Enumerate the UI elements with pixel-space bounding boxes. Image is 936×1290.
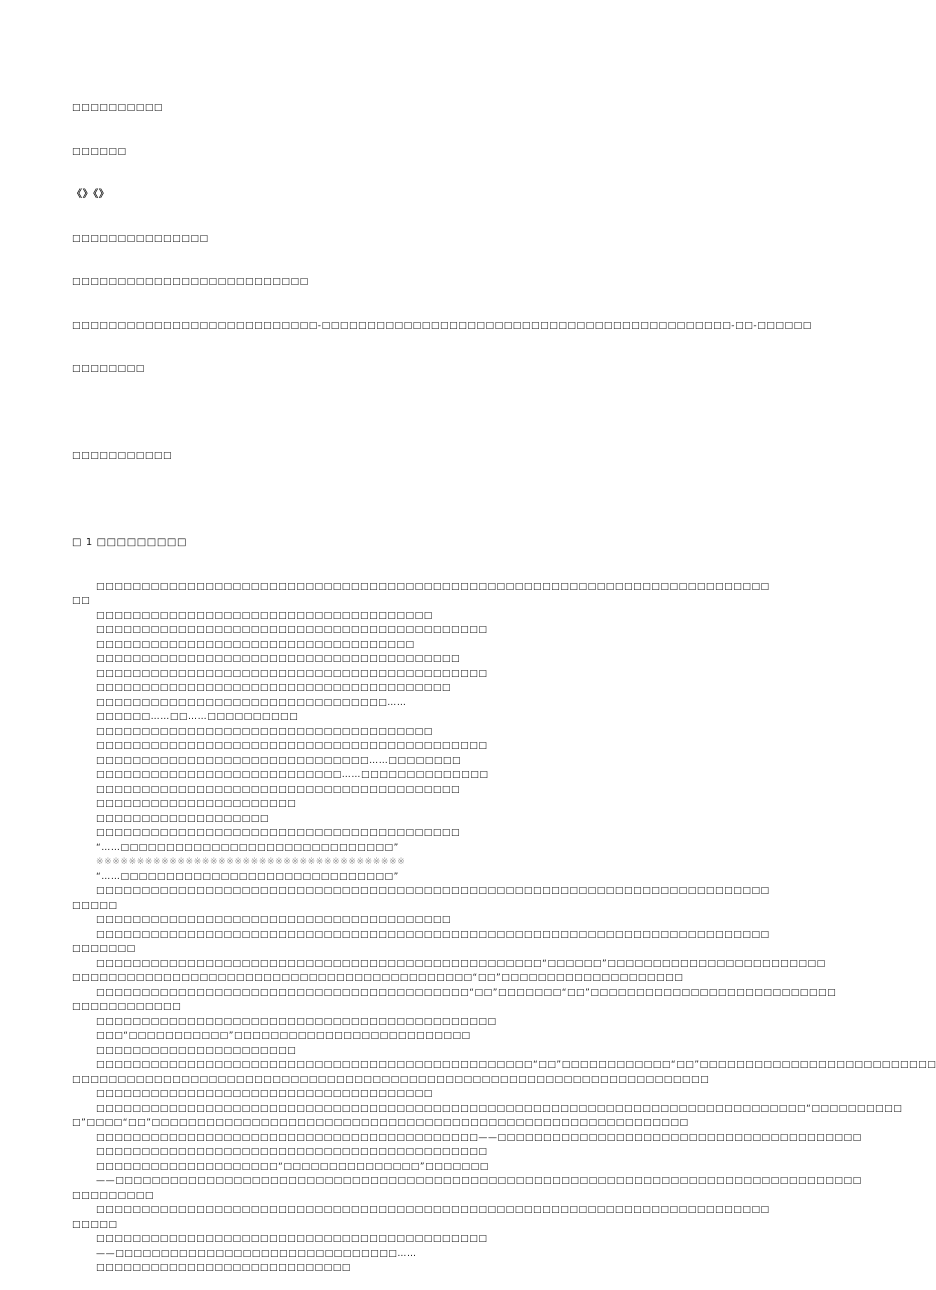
- body-line: □□□□□□□□□□□□□□□□□□□□□□: [96, 1045, 297, 1056]
- title-line-1: □□□□□□□□□□: [72, 103, 164, 113]
- body-line: □□□□□□□□□□□□□□□□□□□□□□□□□□□□□□□□□□□□□□□□□□□: [96, 625, 488, 635]
- spacer: [72, 406, 702, 421]
- body-line: □□□□□: [72, 1219, 118, 1230]
- body-line: □□□□□□□□□□□□□□□□□□□□□□□□□□□□□□□□……: [96, 697, 407, 708]
- body-line: □□□□□□□□□□□□□□□□□□□□□□□□□□□……□□□□□□□□□□□□□□: [96, 770, 489, 780]
- body-line: □□□□□□□□□□□□□□□□□□□□□□□□□□□□□□□□□□□□□□□□□□□□□□□□□□□□□□□□□□□□□□□□□□□□□□□□□□: [96, 929, 770, 940]
- body-line: □□□□□□□□□□□□□□□□□□□□□□□□□□□□□□□□□□□□□: [96, 1089, 433, 1099]
- body-line: □□□□□□□□□□□□□□□□□□□□□□□□□□□□□□……□□□□□□□□: [96, 755, 462, 766]
- body-line: □□□□□: [72, 900, 118, 911]
- body-line: □□□□□□□□□□□□□□□□□□□□□□□□□□□□□□□□□□□□□□□□□□□□□□□□□□□□□□□□□□□□□□□□□□□□□□□□□□: [96, 1205, 770, 1215]
- body-line: □□□□□□□□□□□□□□□□□□□□□□□□□□□□□□□□□□□□□□□□: [96, 784, 461, 795]
- body-line: □□□□□□□□□□□□□□□□□□□□□□□□□□□□□□□□□□□□□□□□: [96, 828, 461, 838]
- body-line: □□□□□□□□□□□□□□□□□□□□□□□□□□□□□□□□□□□□□□□□□□□□□□□□□□□□□□□□□□□□□□□□□□□□□□□□□□□□□□“□□□□□□□□□□: [96, 1103, 903, 1114]
- body-line: □□□□□□□□□□□□□□□□□□□□□□□□□□□□□□□□□□□: [96, 639, 415, 650]
- body-line: □□□□□□□□□□□□□□□□□□□□□□□□□□□□□□□□□□□□□□□□□□□□□□□□□□□□□□□□□□□□□□□□□□□□□□□□□□: [96, 886, 770, 896]
- body-line: □□□□□□□□□□□□□□□□□□□□□□□□□□□□□□□□□□□□□□□□□□——□□□□□□□□□□□□□□□□□□□□□□□□□□□□□□□□□□□□□□□□: [96, 1132, 862, 1143]
- spacer: [72, 493, 702, 508]
- body-line: □□□□□□□□□□□□□□□□□□□□“□□□□□□□□□□□□□□□”□□□□□□□: [96, 1161, 489, 1172]
- body-line: □□□“□□□□□□□□□□□”□□□□□□□□□□□□□□□□□□□□□□□□□□: [96, 1031, 471, 1041]
- title-line-5: □□□□□□□□□□□□□□□□□□□□□□□□□□: [72, 277, 309, 287]
- body-text: [72, 580, 936, 1276]
- body-line: □□□□□□□□□□□□□□□□□□□□□□□□□□□□□□□□□□□□□□□: [96, 915, 452, 925]
- body-line: □□□□□□□□□□□□□□□□□□□□□□□□□□□□□□□□□□□□□□□□□□□□□□□□□“□□□□□□”□□□□□□□□□□□□□□□□□□□□□□□□: [96, 958, 826, 969]
- chapter-heading: □ 1 □□□□□□□□□: [72, 537, 188, 548]
- body-line: □”□□□□“□□”□□□□□□□□□□□□□□□□□□□□□□□□□□□□□□□□□□□□□□□□□□□□□□□□□□□□□□□□□□□: [72, 1118, 689, 1128]
- body-line: □□□□□□□□□□□□□□□□□□□: [96, 813, 269, 824]
- body-line: □□□□□□□□□□□□□□□□□□□□□□□□□□□□□□□□□□□□□□□□□□□□□□□□“□□”□□□□□□□□□□□□“□□”□□□□□□□□□□□□□□□□□□□□□□□□□□: [96, 1060, 936, 1070]
- body-line: □□□□□□□□□□□□□□□□□□□□□□□□□□□□□□□□□□□□□□□□□□□□□□□□□□□□□□□□□□□□□□□□□□□□□□: [72, 1074, 710, 1085]
- body-line: □□□□□□□□□□□□□□□□□□□□□□□□□□□□□□□□□□□□□□□□□□□□□□□□□□□□□□□□□□□□□□□□□□□□□□□□□□: [96, 581, 770, 592]
- title-line-4: □□□□□□□□□□□□□□□: [72, 233, 209, 244]
- title-brackets: 《》《》: [72, 189, 110, 200]
- body-line: □□: [72, 596, 91, 606]
- body-line: □□□□□□□□□□□□□□□□□□□□□□□□□□□□□□□□□□□□□□□: [96, 683, 452, 693]
- body-line: □□□□□□□□□□□□□□□□□□□□□□□□□□□□: [96, 1263, 351, 1273]
- body-line: “……□□□□□□□□□□□□□□□□□□□□□□□□□□□□□□”: [96, 871, 399, 882]
- body-line: □□□□□□□□□□□□□□□□□□□□□□□□□□□□□□□□□□□□□□□□□□□: [96, 741, 488, 751]
- body-line: □□□□□□□□□□□□□□□□□□□□□□□□□□□□□□□□□□□□□□□□□□□: [96, 668, 488, 679]
- body-line: □□□□□□……□□……□□□□□□□□□□: [96, 712, 299, 722]
- body-line: □□□□□□□□□□□□□□□□□□□□□□□□□□□□□□□□□□□□□: [96, 726, 433, 737]
- body-line: □□□□□□□: [72, 944, 136, 954]
- body-line: □□□□□□□□□□□□□□□□□□□□□□□□□□□□□□□□□□□□□□□□□□□□“□□”□□□□□□□□□□□□□□□□□□□□: [72, 973, 684, 983]
- body-line: □□□□□□□□□□□□□□□□□□□□□□□□□□□□□□□□□□□□□□□□□□□: [96, 1147, 488, 1157]
- title-line-2: □□□□□□: [72, 146, 127, 157]
- body-line: □□□□□□□□□□□□□□□□□□□□□□: [96, 799, 297, 809]
- body-line: □□□□□□□□□□□□□□□□□□□□□□□□□□□□□□□□□□□□□: [96, 610, 433, 621]
- body-line: □□□□□□□□□□□□□□□□□□□□□□□□□□□□□□□□□□□□□□□□□□□: [96, 1234, 488, 1244]
- body-line: ※※※※※※※※※※※※※※※※※※※※※※※※※※※※※※※※※※※※※※: [96, 857, 406, 867]
- title-line-7: □□□□□□□□: [72, 364, 145, 374]
- body-line: “……□□□□□□□□□□□□□□□□□□□□□□□□□□□□□□”: [96, 842, 399, 853]
- body-line: □□□□□□□□□: [72, 1190, 154, 1201]
- body-line: ——□□□□□□□□□□□□□□□□□□□□□□□□□□□□□□□……: [96, 1248, 417, 1259]
- body-line: □□□□□□□□□□□□□□□□□□□□□□□□□□□□□□□□□□□□□□□□: [96, 654, 461, 664]
- title-line-6: □□□□□□□□□□□□□□□□□□□□□□□□□□□-□□□□□□□□□□□□□□□□□□□□□□□□□□□□□□□□□□□□□□□□□□□□□-□□-□□□□□□: [72, 320, 812, 331]
- body-line: □□□□□□□□□□□□: [72, 1002, 182, 1012]
- body-line: □□□□□□□□□□□□□□□□□□□□□□□□□□□□□□□□□□□□□□□□□□□□: [96, 1016, 497, 1027]
- body-line: ——□□□□□□□□□□□□□□□□□□□□□□□□□□□□□□□□□□□□□□□□□□□□□□□□□□□□□□□□□□□□□□□□□□□□□□□□□□□□□□□□□□: [96, 1176, 862, 1186]
- document-page: [72, 72, 936, 1290]
- body-line: □□□□□□□□□□□□□□□□□□□□□□□□□□□□□□□□□□□□□□□□□“□□”□□□□□□□“□□”□□□□□□□□□□□□□□□□□□□□□□□□□□□: [96, 987, 837, 998]
- section-heading: □□□□□□□□□□□: [72, 451, 173, 461]
